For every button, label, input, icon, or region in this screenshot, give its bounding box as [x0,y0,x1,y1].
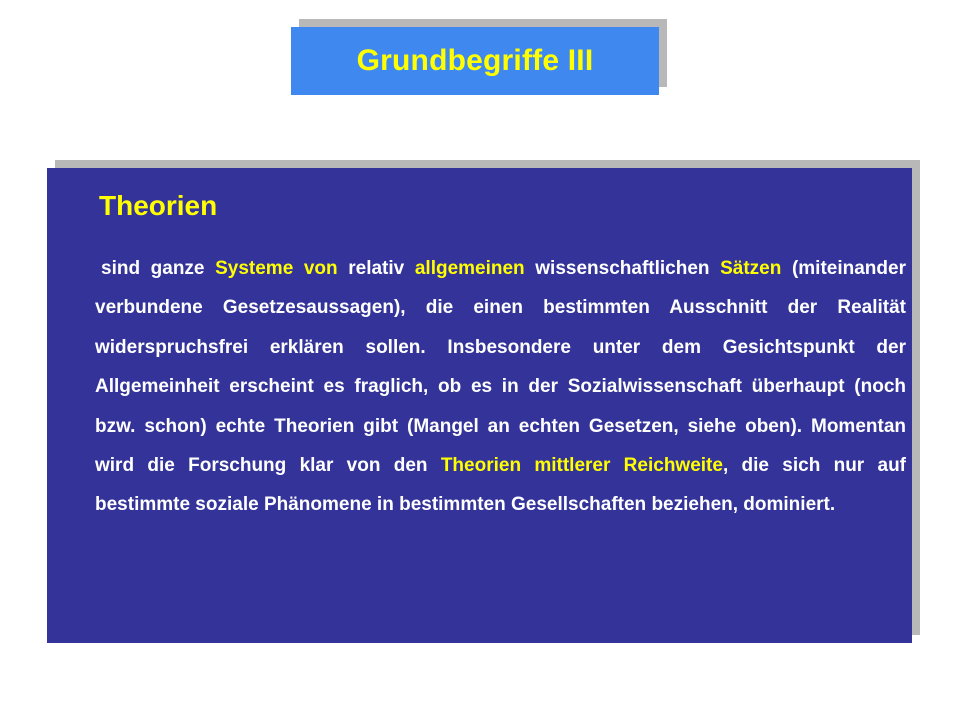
body-segment: , die sich nur auf bestimmte soziale Phänomene in bestimmten Gesellschaften beziehen, dominiert. [95,455,906,516]
body-segment: relativ [337,258,415,279]
body-paragraph [95,249,906,525]
body-segment: sind ganze [101,258,216,279]
highlighted-term: Systeme von [215,258,338,279]
body-segment: (miteinander verbundene Gesetzesaussagen), die einen bestimmten Ausschnitt der Realität widerspruchsfrei erklären sollen. Insbesondere unter dem Gesichtspunkt der Allgemeinheit erscheint es fraglich, ob es in der Sozialwissenschaft überhaupt (noch bzw. schon) echte Theorien gibt (Mangel an echten Gesetzen, siehe oben). Momentan wird die Forschung klar von den [95,258,906,477]
highlighted-term: Sätzen [720,258,782,279]
highlighted-term: Theorien mittlerer Reichweite [440,455,723,477]
slide-title: Grundbegriffe III [356,44,594,77]
section-heading: Theorien [99,190,218,221]
content-box [47,168,912,643]
highlighted-term: allgemeinen [414,258,525,279]
body-segment: wissenschaftlichen [524,258,721,279]
title-box [291,27,659,95]
